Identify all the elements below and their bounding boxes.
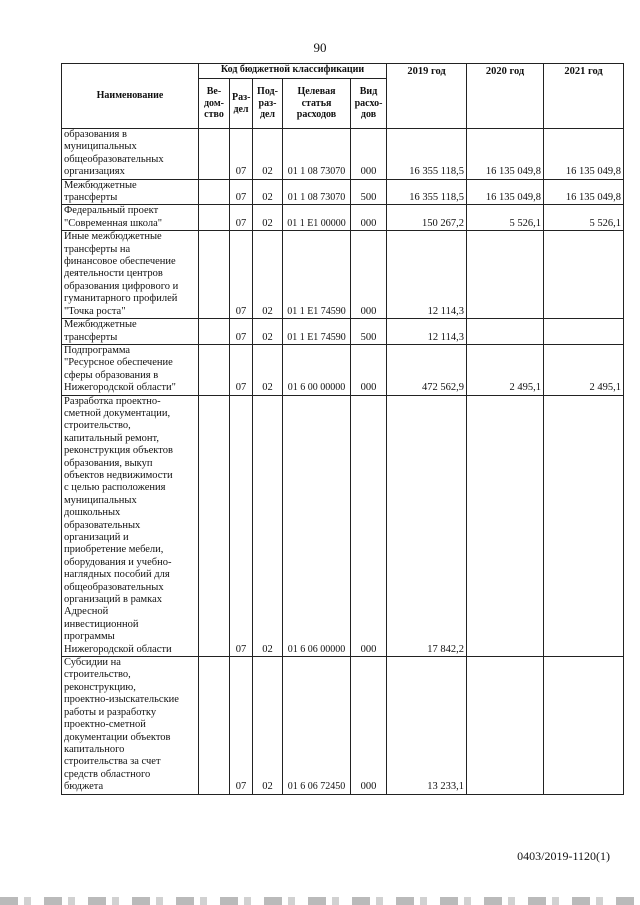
header-year-2019: 2019 год: [387, 64, 467, 129]
row-vedomstvo: [199, 179, 230, 205]
row-amount-2019: 16 355 118,5: [387, 179, 467, 205]
row-name-line: бюджета: [64, 781, 104, 793]
row-podrazdel: 02: [253, 231, 283, 319]
row-vedomstvo: [199, 319, 230, 345]
table-row: [62, 129, 624, 180]
row-name-line: объектов недвижимости: [64, 469, 173, 481]
row-amount-2020: [467, 231, 544, 319]
row-name-line: Федеральный проект: [64, 205, 159, 217]
row-target-article: 01 6 06 72450: [283, 657, 351, 794]
budget-table: [61, 63, 624, 795]
row-target-article: 01 1 08 73070: [283, 179, 351, 205]
row-name-line: реконструкцию,: [64, 681, 136, 693]
row-name-line: капитальный ремонт,: [64, 432, 159, 444]
row-amount-2021: 16 135 049,8: [544, 179, 624, 205]
document-code: 0403/2019-1120(1): [517, 849, 610, 863]
header-vedomstvo: Ве- дом- ство: [199, 79, 230, 129]
row-target-article: 01 6 06 00000: [283, 395, 351, 657]
row-name-line: организаций и: [64, 532, 129, 543]
row-name-line: проектно-сметной: [64, 719, 146, 731]
row-name-line: приобретение мебели,: [64, 544, 164, 556]
row-amount-2020: [467, 395, 544, 657]
row-podrazdel: 02: [253, 319, 283, 345]
row-vedomstvo: [199, 231, 230, 319]
row-amount-2019: 472 562,9: [387, 344, 467, 395]
row-target-article: 01 1 E1 74590: [283, 319, 351, 345]
row-name-line: Межбюджетные: [64, 179, 137, 191]
row-name: [62, 344, 199, 395]
row-name-line: трансферты: [64, 331, 118, 343]
header-year-2021: 2021 год: [544, 64, 624, 129]
row-name-line: средств областного: [64, 768, 151, 780]
row-vedomstvo: [199, 657, 230, 794]
row-expense-type: 500: [351, 179, 387, 205]
row-name-line: реконструкция объектов: [64, 445, 173, 457]
table-row: [62, 319, 624, 345]
table-row: [62, 344, 624, 395]
header-name: Наименование: [62, 64, 199, 129]
row-name-line: гуманитарного профилей: [64, 293, 178, 305]
page-number: 90: [313, 40, 327, 55]
row-razdel: 07: [230, 344, 253, 395]
row-expense-type: 500: [351, 319, 387, 345]
row-vedomstvo: [199, 344, 230, 395]
row-expense-type: 000: [351, 395, 387, 657]
row-name: [62, 231, 199, 319]
row-expense-type: 000: [351, 344, 387, 395]
row-target-article: 01 1 E1 00000: [283, 205, 351, 231]
row-amount-2019: 12 114,3: [387, 319, 467, 345]
row-amount-2020: 16 135 049,8: [467, 129, 544, 180]
row-target-article: 01 1 08 73070: [283, 129, 351, 180]
row-name-line: сферы образования в: [64, 369, 159, 381]
row-amount-2020: 2 495,1: [467, 344, 544, 395]
row-name-line: организациях: [64, 166, 125, 178]
row-expense-type: 000: [351, 657, 387, 794]
row-name-line: "Современная школа": [64, 217, 163, 229]
row-name-line: капитального: [64, 743, 125, 755]
row-name: [62, 319, 199, 345]
row-vedomstvo: [199, 395, 230, 657]
table-row: [62, 179, 624, 205]
row-name-line: образования, выкуп: [64, 457, 153, 469]
row-name-line: организаций в рамках: [64, 594, 162, 606]
header-razdel: Раз- дел: [230, 79, 253, 129]
row-amount-2021: [544, 657, 624, 794]
row-amount-2021: 5 526,1: [544, 205, 624, 231]
row-name-line: Нижегородской области: [64, 643, 172, 655]
row-expense-type: 000: [351, 231, 387, 319]
row-name-line: трансферты на: [64, 243, 131, 255]
row-razdel: 07: [230, 129, 253, 180]
row-name-line: документации объектов: [64, 731, 171, 743]
row-razdel: 07: [230, 395, 253, 657]
header-target-article: Целевая статья расходов: [283, 79, 351, 129]
row-name-line: образования цифрового и: [64, 280, 179, 292]
row-amount-2019: 150 267,2: [387, 205, 467, 231]
row-amount-2019: 13 233,1: [387, 657, 467, 794]
row-name: [62, 205, 199, 231]
row-podrazdel: 02: [253, 395, 283, 657]
table-header: [62, 64, 624, 129]
table-row: [62, 657, 624, 794]
row-amount-2020: [467, 319, 544, 345]
row-amount-2021: [544, 319, 624, 345]
row-amount-2020: 16 135 049,8: [467, 179, 544, 205]
row-name-line: Нижегородской области": [64, 382, 176, 394]
row-expense-type: 000: [351, 129, 387, 180]
row-name-line: "Ресурсное обеспечение: [64, 357, 173, 369]
row-amount-2020: [467, 657, 544, 794]
header-expense-type: Вид расхо- дов: [351, 79, 387, 129]
row-name-line: с целью расположения: [64, 482, 166, 494]
row-name-line: оборудования и учебно-: [64, 556, 172, 568]
row-podrazdel: 02: [253, 344, 283, 395]
row-name-line: Разработка проектно-: [64, 395, 161, 407]
row-razdel: 07: [230, 657, 253, 794]
header-classification-group: Код бюджетной классификации: [199, 64, 387, 79]
row-name-line: общеобразовательных: [64, 581, 164, 593]
row-razdel: 07: [230, 179, 253, 205]
row-razdel: 07: [230, 319, 253, 345]
row-podrazdel: 02: [253, 657, 283, 794]
row-vedomstvo: [199, 205, 230, 231]
table-row: [62, 395, 624, 657]
row-name-line: образования в: [64, 129, 127, 140]
row-name-line: Иные межбюджетные: [64, 231, 162, 243]
row-name-line: "Точка роста": [64, 305, 126, 317]
row-name-line: деятельности центров: [64, 268, 163, 280]
row-name-line: инвестиционной: [64, 618, 139, 630]
row-name: [62, 179, 199, 205]
row-razdel: 07: [230, 205, 253, 231]
row-name-line: строительство,: [64, 420, 131, 432]
row-name-line: сметной документации,: [64, 407, 171, 419]
scan-edge-noise: [0, 897, 640, 905]
row-podrazdel: 02: [253, 129, 283, 180]
row-amount-2021: [544, 395, 624, 657]
row-name-line: муниципальных: [64, 141, 137, 153]
row-name-line: проектно-изыскательские: [64, 694, 179, 706]
header-year-2020: 2020 год: [467, 64, 544, 129]
row-target-article: 01 6 00 00000: [283, 344, 351, 395]
row-name-line: трансферты: [64, 192, 118, 204]
row-amount-2021: 16 135 049,8: [544, 129, 624, 180]
row-name-line: муниципальных: [64, 494, 137, 506]
row-amount-2019: 16 355 118,5: [387, 129, 467, 180]
row-name: [62, 129, 199, 180]
row-expense-type: 000: [351, 205, 387, 231]
row-name-line: строительство,: [64, 669, 131, 681]
row-name-line: образовательных: [64, 519, 141, 531]
table-row: [62, 231, 624, 319]
row-name-line: программы: [64, 631, 115, 643]
row-amount-2021: 2 495,1: [544, 344, 624, 395]
row-name-line: работы и разработку: [64, 706, 157, 718]
row-vedomstvo: [199, 129, 230, 180]
row-name: [62, 657, 199, 794]
row-target-article: 01 1 E1 74590: [283, 231, 351, 319]
row-name: [62, 395, 199, 657]
row-name-line: финансовое обеспечение: [64, 256, 176, 268]
row-name-line: дошкольных: [64, 507, 121, 519]
row-amount-2021: [544, 231, 624, 319]
table-body: [62, 129, 624, 795]
header-podrazdel: Под- раз- дел: [253, 79, 283, 129]
row-amount-2019: 12 114,3: [387, 231, 467, 319]
table-row: [62, 205, 624, 231]
row-amount-2019: 17 842,2: [387, 395, 467, 657]
row-name-line: Межбюджетные: [64, 319, 137, 331]
row-podrazdel: 02: [253, 179, 283, 205]
row-podrazdel: 02: [253, 205, 283, 231]
row-name-line: строительства за счет: [64, 756, 161, 768]
row-name-line: наглядных пособий для: [64, 569, 170, 581]
row-name-line: Адресной: [64, 606, 109, 618]
row-razdel: 07: [230, 231, 253, 319]
row-amount-2020: 5 526,1: [467, 205, 544, 231]
row-name-line: общеобразовательных: [64, 153, 164, 165]
row-name-line: Подпрограмма: [64, 344, 131, 356]
row-name-line: Субсидии на: [64, 657, 121, 669]
